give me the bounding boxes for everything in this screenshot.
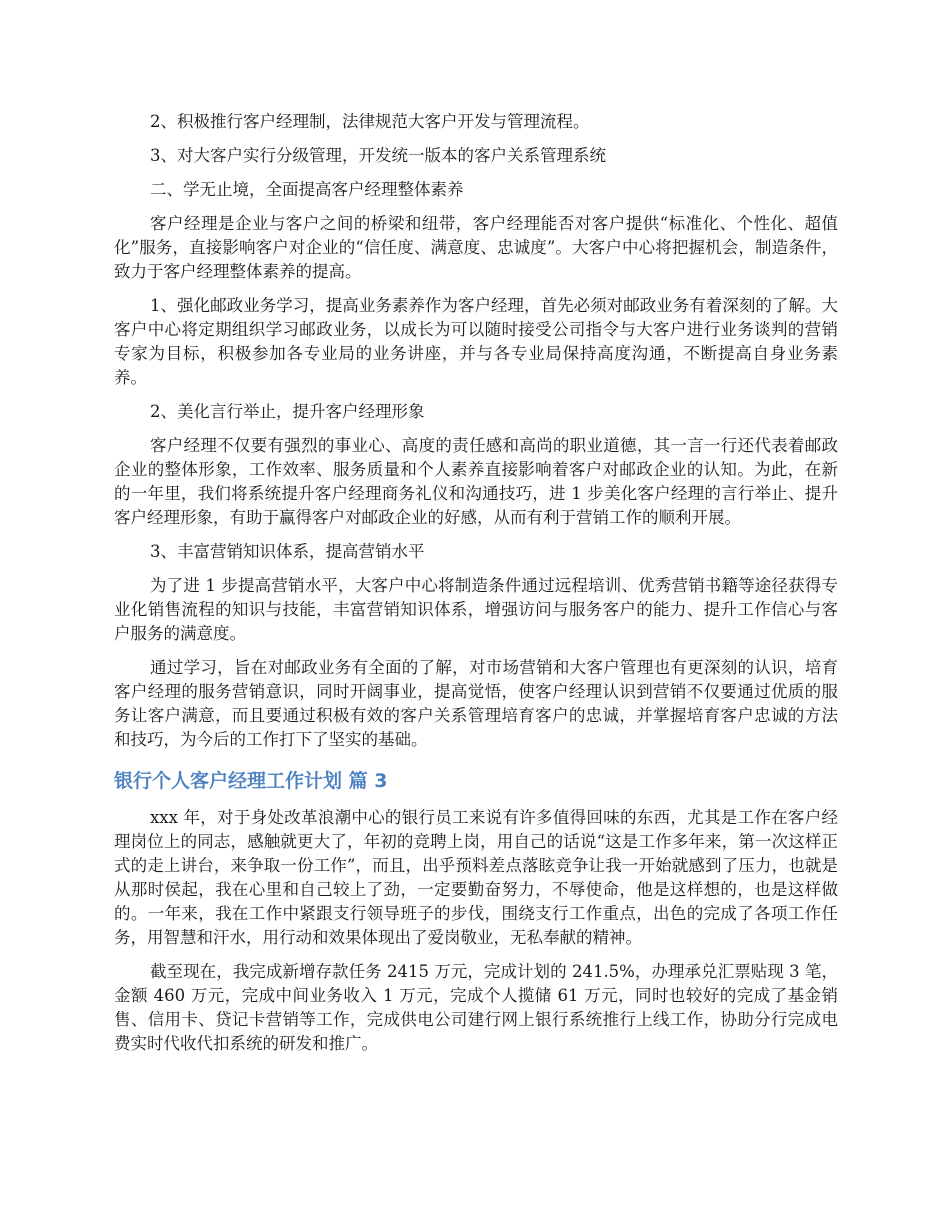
paragraph: 客户经理不仅要有强烈的事业心、高度的责任感和高尚的职业道德，其一言一行还代表着邮政企业的整体形象，工作效率、服务质量和个人素养直接影响着客户对邮政企业的认知。为此，在新的一年里，我们将系统提升客户经理商务礼仪和沟通技巧，进 1 步美化客户经理的言行举止、提升客户经理形象，有助于赢得客户对邮政企业的好感，从而有利于营销工作的顺利开展。 (114, 436, 838, 527)
section-heading: 银行个人客户经理工作计划 篇 3 (114, 770, 388, 792)
paragraph: 客户经理是企业与客户之间的桥梁和纽带，客户经理能否对客户提供“标准化、个性化、超值化”服务，直接影响客户对企业的“信任度、满意度、忠诚度”。大客户中心将把握机会，制造条件，致力于客户经理整体素养的提高。 (114, 214, 838, 281)
paragraph: 为了进 1 步提高营销水平，大客户中心将制造条件通过远程培训、优秀营销书籍等途径获得专业化销售流程的知识与技能，丰富营销知识体系，增强访问与服务客户的能力、提升工作信心与客户服务的满意度。 (114, 576, 838, 643)
paragraph: 2、积极推行客户经理制，法律规范大客户开发与管理流程。 (150, 112, 590, 131)
paragraph: 通过学习，旨在对邮政业务有全面的了解，对市场营销和大客户管理也有更深刻的认识，培育客户经理的服务营销意识，同时开阔事业，提高觉悟，使客户经理认识到营销不仅要通过优质的服务让客户满意，而且要通过积极有效的客户关系管理培育客户的忠诚，并掌握培育客户忠诚的方法和技巧，为今后的工作打下了坚实的基础。 (114, 658, 838, 749)
paragraph: 3、丰富营销知识体系，提高营销水平 (150, 542, 425, 561)
paragraph: 1、强化邮政业务学习，提高业务素养作为客户经理，首先必须对邮政业务有着深刻的了解。大客户中心将定期组织学习邮政业务，以成长为可以随时接受公司指令与大客户进行业务谈判的营销专家为目标，积极参加各专业局的业务讲座，并与各专业局保持高度沟通，不断提高自身业务素养。 (114, 296, 838, 387)
paragraph: xxx 年，对于身处改革浪潮中心的银行员工来说有许多值得回味的东西，尤其是工作在客户经理岗位上的同志，感触就更大了，年初的竞聘上岗，用自己的话说“这是工作多年来，第一次这样正式的走上讲台，来争取一份工作”，而且，出乎预料差点落眩竞争让我一开始就感到了压力，也就是从那时侯起，我在心里和自己较上了劲，一定要勤奋努力，不辱使命，他是这样想的，也是这样做的。一年来，我在工作中紧跟支行领导班子的步伐，围绕支行工作重点，出色的完成了各项工作任务，用智慧和汗水，用行动和效果体现出了爱岗敬业，无私奉献的精神。 (114, 808, 838, 947)
document-body (114, 110, 838, 1066)
paragraph: 2、美化言行举止，提升客户经理形象 (150, 402, 425, 421)
paragraph: 截至现在，我完成新增存款任务 2415 万元，完成计划的 241.5%，办理承兑汇票贴现 3 笔，金额 460 万元，完成中间业务收入 1 万元，完成个人揽储 61 万元，同时也较好的完成了基金销售、信用卡、贷记卡营销等工作，完成供电公司建行网上银行系统推行上线工作，协助分行完成电费实时代收代扣系统的研发和推广。 (114, 962, 838, 1053)
section-subheading: 二、学无止境，全面提高客户经理整体素养 (150, 180, 464, 199)
paragraph: 3、对大客户实行分级管理，开发统一版本的客户关系管理系统 (150, 146, 606, 165)
